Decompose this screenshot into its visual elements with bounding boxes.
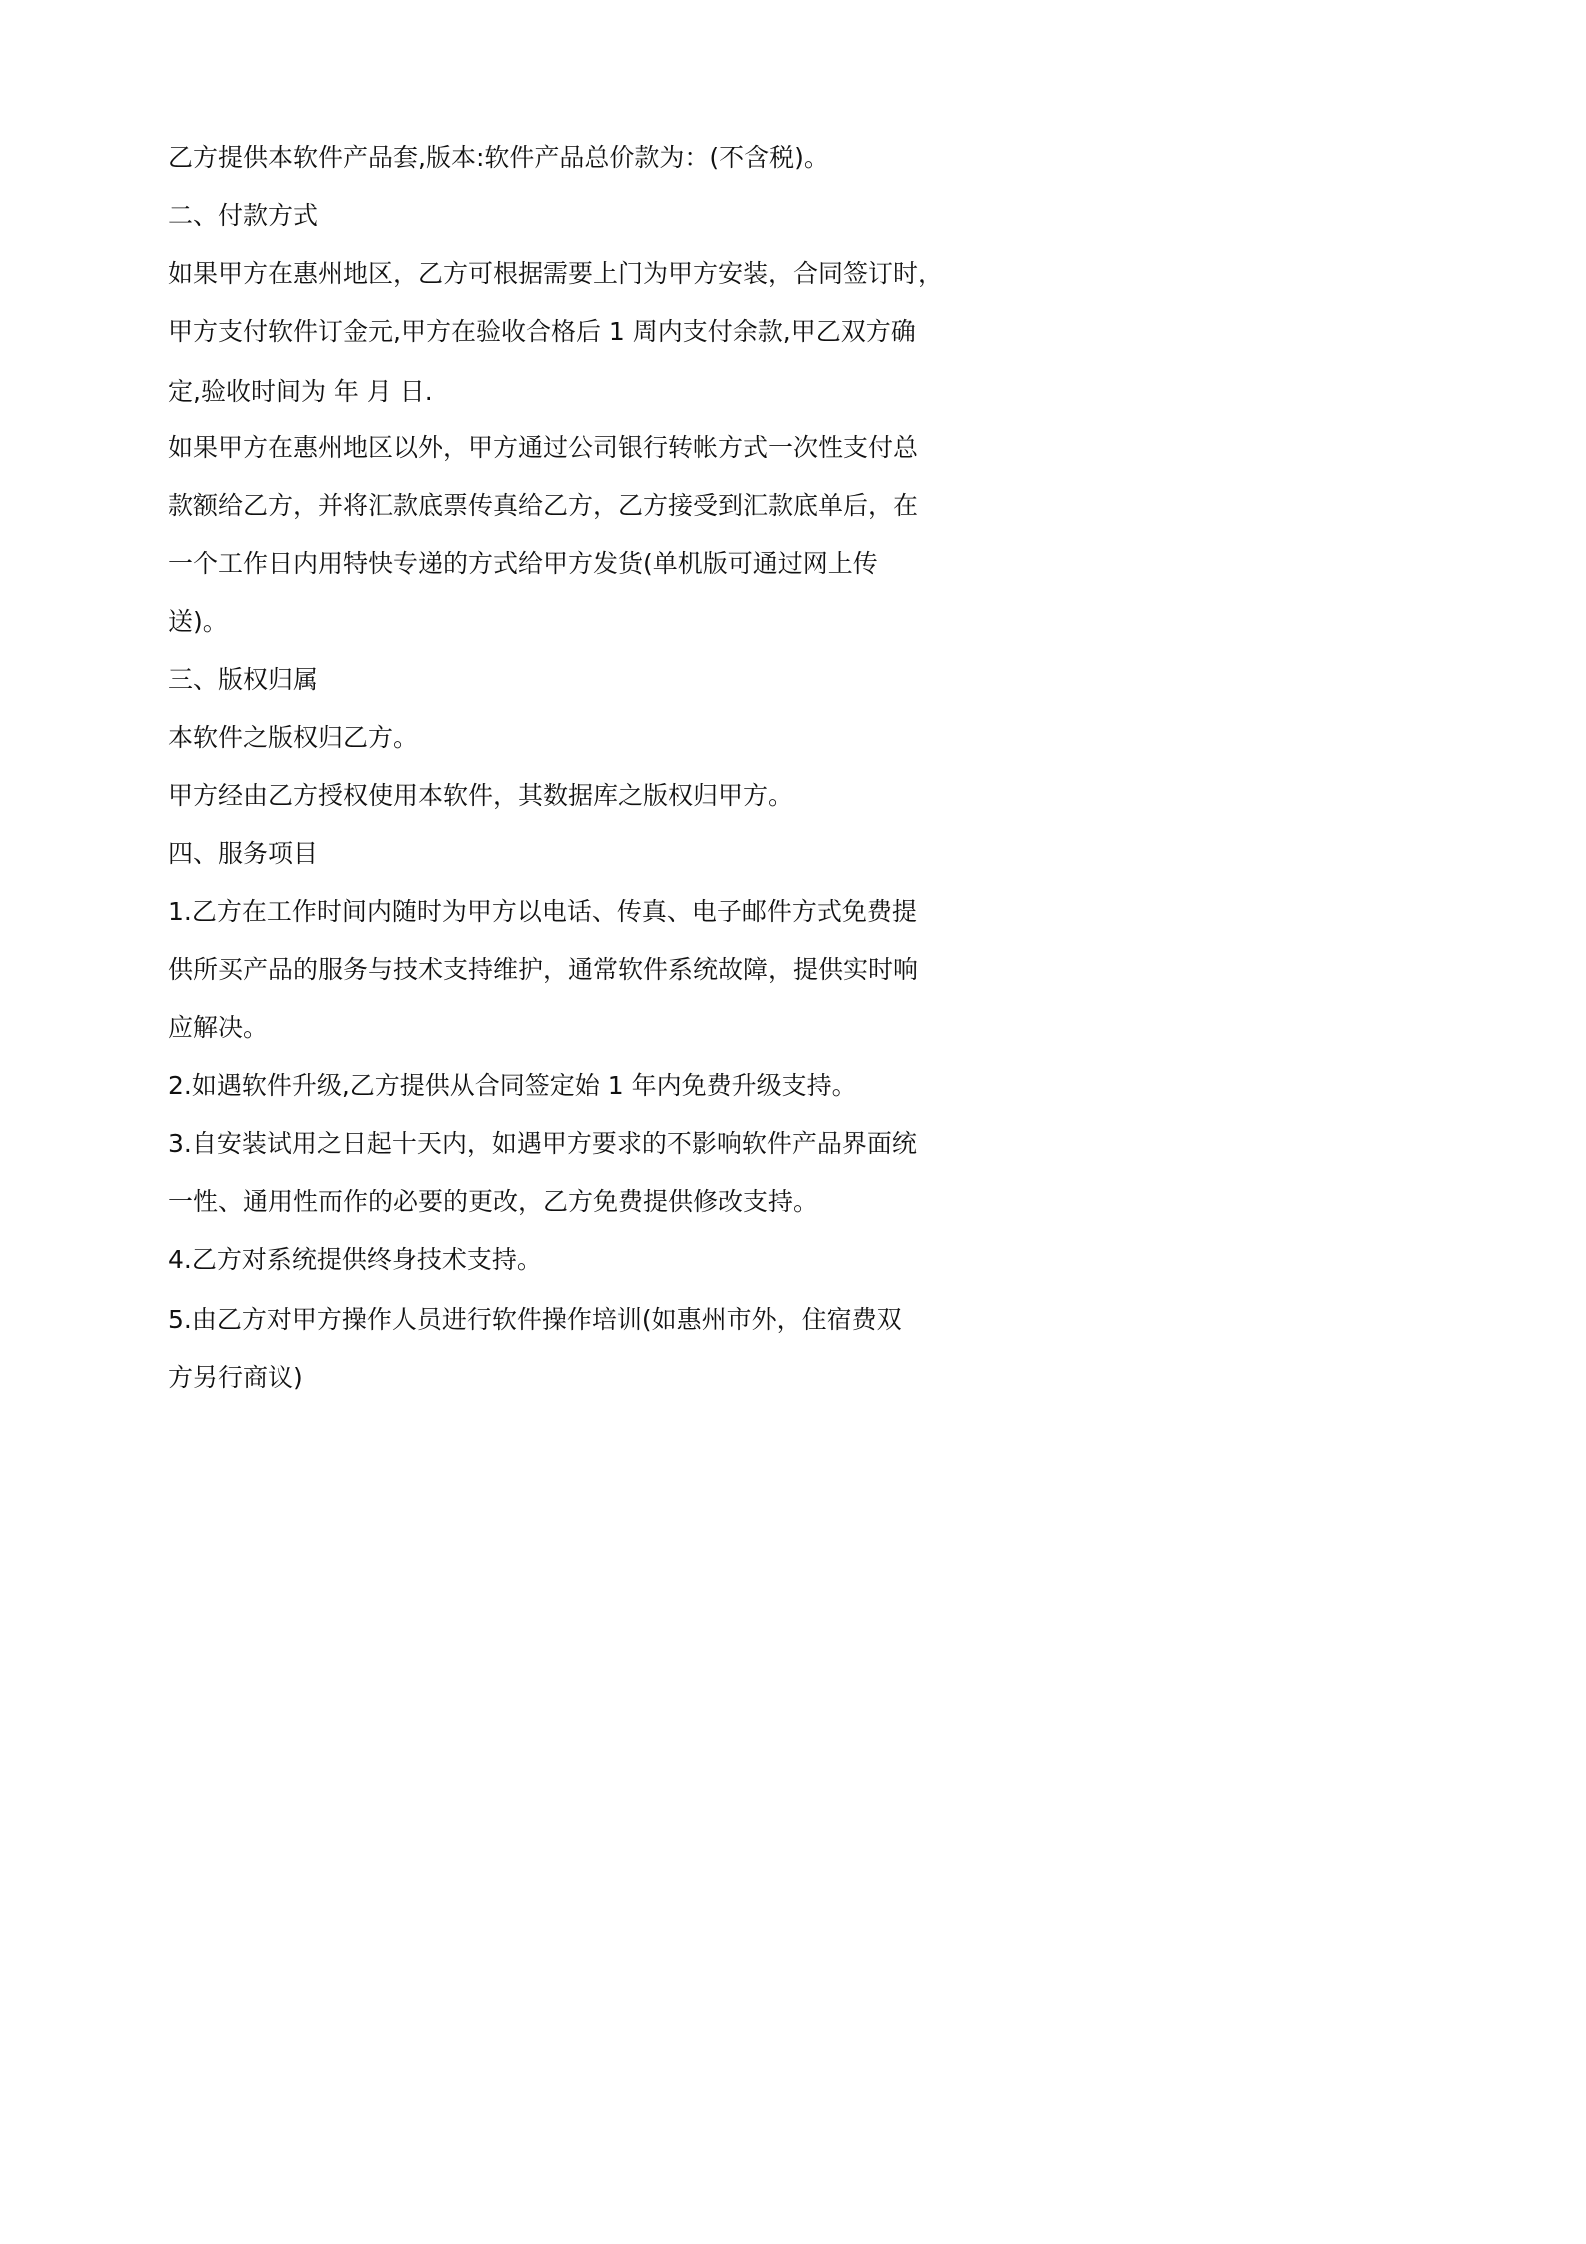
list-item-line: 应解决。: [168, 1013, 269, 1042]
list-item-line: 一性、通用性而作的必要的更改，乙方免费提供修改支持。: [168, 1187, 819, 1216]
price-line: 乙方提供本软件产品套,版本:软件产品总价款为：(不含税)。: [168, 143, 829, 172]
paragraph-line: 定,验收时间为 年 月 日.: [168, 377, 433, 406]
paragraph-line: 甲方经由乙方授权使用本软件，其数据库之版权归甲方。: [168, 781, 794, 810]
list-item-line: 3.自安装试用之日起十天内，如遇甲方要求的不影响软件产品界面统: [168, 1129, 917, 1158]
document-page: [0, 0, 1100, 1556]
list-item-line: 供所买产品的服务与技术支持维护，通常软件系统故障，提供实时响: [168, 955, 919, 984]
list-item-line: 1.乙方在工作时间内随时为甲方以电话、传真、电子邮件方式免费提: [168, 897, 917, 926]
paragraph-line: 款额给乙方，并将汇款底票传真给乙方，乙方接受到汇款底单后，在: [168, 491, 919, 520]
paragraph-line: 送)。: [168, 607, 228, 636]
paragraph-line: 如果甲方在惠州地区以外，甲方通过公司银行转帐方式一次性支付总: [168, 433, 919, 462]
paragraph-line: 一个工作日内用特快专递的方式给甲方发货(单机版可通过网上传: [168, 549, 878, 578]
paragraph-line: 如果甲方在惠州地区，乙方可根据需要上门为甲方安装，合同签订时，: [168, 259, 944, 288]
section-heading-payment: 二、付款方式: [168, 201, 319, 230]
section-heading-services: 四、服务项目: [168, 839, 319, 868]
list-item-line: 2.如遇软件升级,乙方提供从合同签定始 1 年内免费升级支持。: [168, 1071, 857, 1100]
section-heading-copyright: 三、版权归属: [168, 665, 319, 694]
paragraph-line: 甲方支付软件订金元,甲方在验收合格后 1 周内支付余款,甲乙双方确: [168, 317, 916, 346]
paragraph-line: 本软件之版权归乙方。: [168, 723, 419, 752]
list-item-line: 4.乙方对系统提供终身技术支持。: [168, 1245, 542, 1274]
list-item-line: 方另行商议): [168, 1363, 303, 1392]
list-item-line: 5.由乙方对甲方操作人员进行软件操作培训(如惠州市外，住宿费双: [168, 1305, 902, 1334]
